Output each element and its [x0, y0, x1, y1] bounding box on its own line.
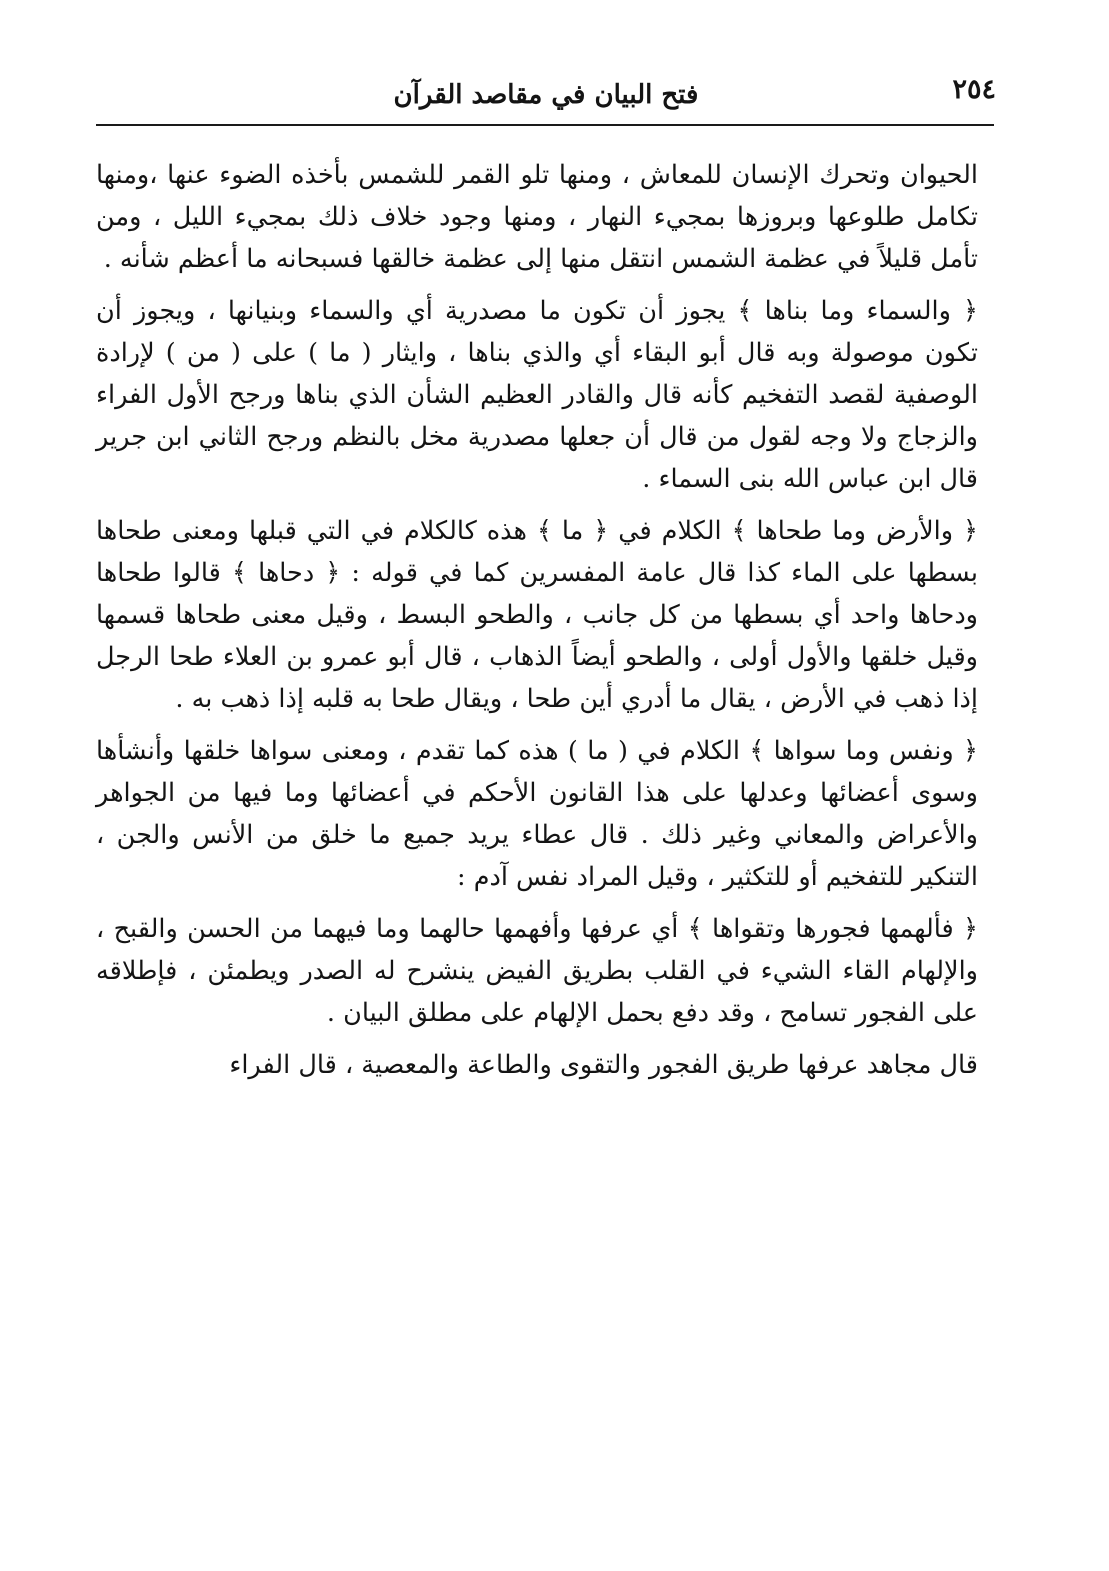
header-rule — [96, 124, 994, 126]
paragraph: الحيوان وتحرك الإنسان للمعاش ، ومنها تلو القمر للشمس بأخذه الضوء عنها ،ومنها تكامل طلوعها وبروزها بمجيء النهار ، ومنها وجود خلاف ذلك بمجيء الليل ، ومن تأمل قليلاً في عظمة الشمس انتقل منها إلى عظمة خالقها فسبحانه ما أعظم شأنه . — [96, 160, 978, 274]
paragraph: ﴿ ونفس وما سواها ﴾ الكلام في ( ما ) هذه كما تقدم ، ومعنى سواها خلقها وأنشأها وسوى أعضائها وعدلها على هذا القانون الأحكم في أعضائها وما فيها من الجواهر والأعراض والمعاني وغير ذلك . قال عطاء يريد جميع ما خلق من الأنس والجن ، التنكير للتفخيم أو للتكثير ، وقيل المراد نفس آدم : — [96, 736, 978, 892]
paragraph: قال مجاهد عرفها طريق الفجور والتقوى والطاعة والمعصية ، قال الفراء — [229, 1050, 978, 1080]
page-header — [96, 70, 996, 124]
running-title: فتح البيان في مقاصد القرآن — [393, 80, 699, 110]
paragraph: ﴿ والأرض وما طحاها ﴾ الكلام في ﴿ ما ﴾ هذه كالكلام في التي قبلها ومعنى طحاها بسطها على الماء كذا قال عامة المفسرين كما في قوله : ﴿ دحاها ﴾ قالوا طحاها ودحاها واحد أي بسطها من كل جانب ، والطحو البسط ، وقيل معنى طحاها قسمها وقيل خلقها والأول أولى ، والطحو أيضاً الذهاب ، قال أبو عمرو بن العلاء طحا الرجل إذا ذهب في الأرض ، يقال ما أدري أين طحا ، ويقال طحا به قلبه إذا ذهب به . — [96, 516, 978, 714]
page-number: ٢٥٤ — [952, 74, 996, 105]
body-text — [96, 154, 978, 1096]
paragraph: ﴿ فألهمها فجورها وتقواها ﴾ أي عرفها وأفهمها حالهما وما فيهما من الحسن والقبح ، والإلهام القاء الشيء في القلب بطريق الفيض ينشرح له الصدر ويطمئن ، فإطلاقه على الفجور تسامح ، وقد دفع بحمل الإلهام على مطلق البيان . — [96, 914, 978, 1028]
paragraph: ﴿ والسماء وما بناها ﴾ يجوز أن تكون ما مصدرية أي والسماء وبنيانها ، ويجوز أن تكون موصولة وبه قال أبو البقاء أي والذي بناها ، وايثار ( ما ) على ( من ) لإرادة الوصفية لقصد التفخيم كأنه قال والقادر العظيم الشأن الذي بناها ورجح الأول الفراء والزجاج ولا وجه لقول من قال أن جعلها مصدرية مخل بالنظم ورجح الثاني ابن جرير قال ابن عباس الله بنى السماء . — [96, 296, 978, 494]
